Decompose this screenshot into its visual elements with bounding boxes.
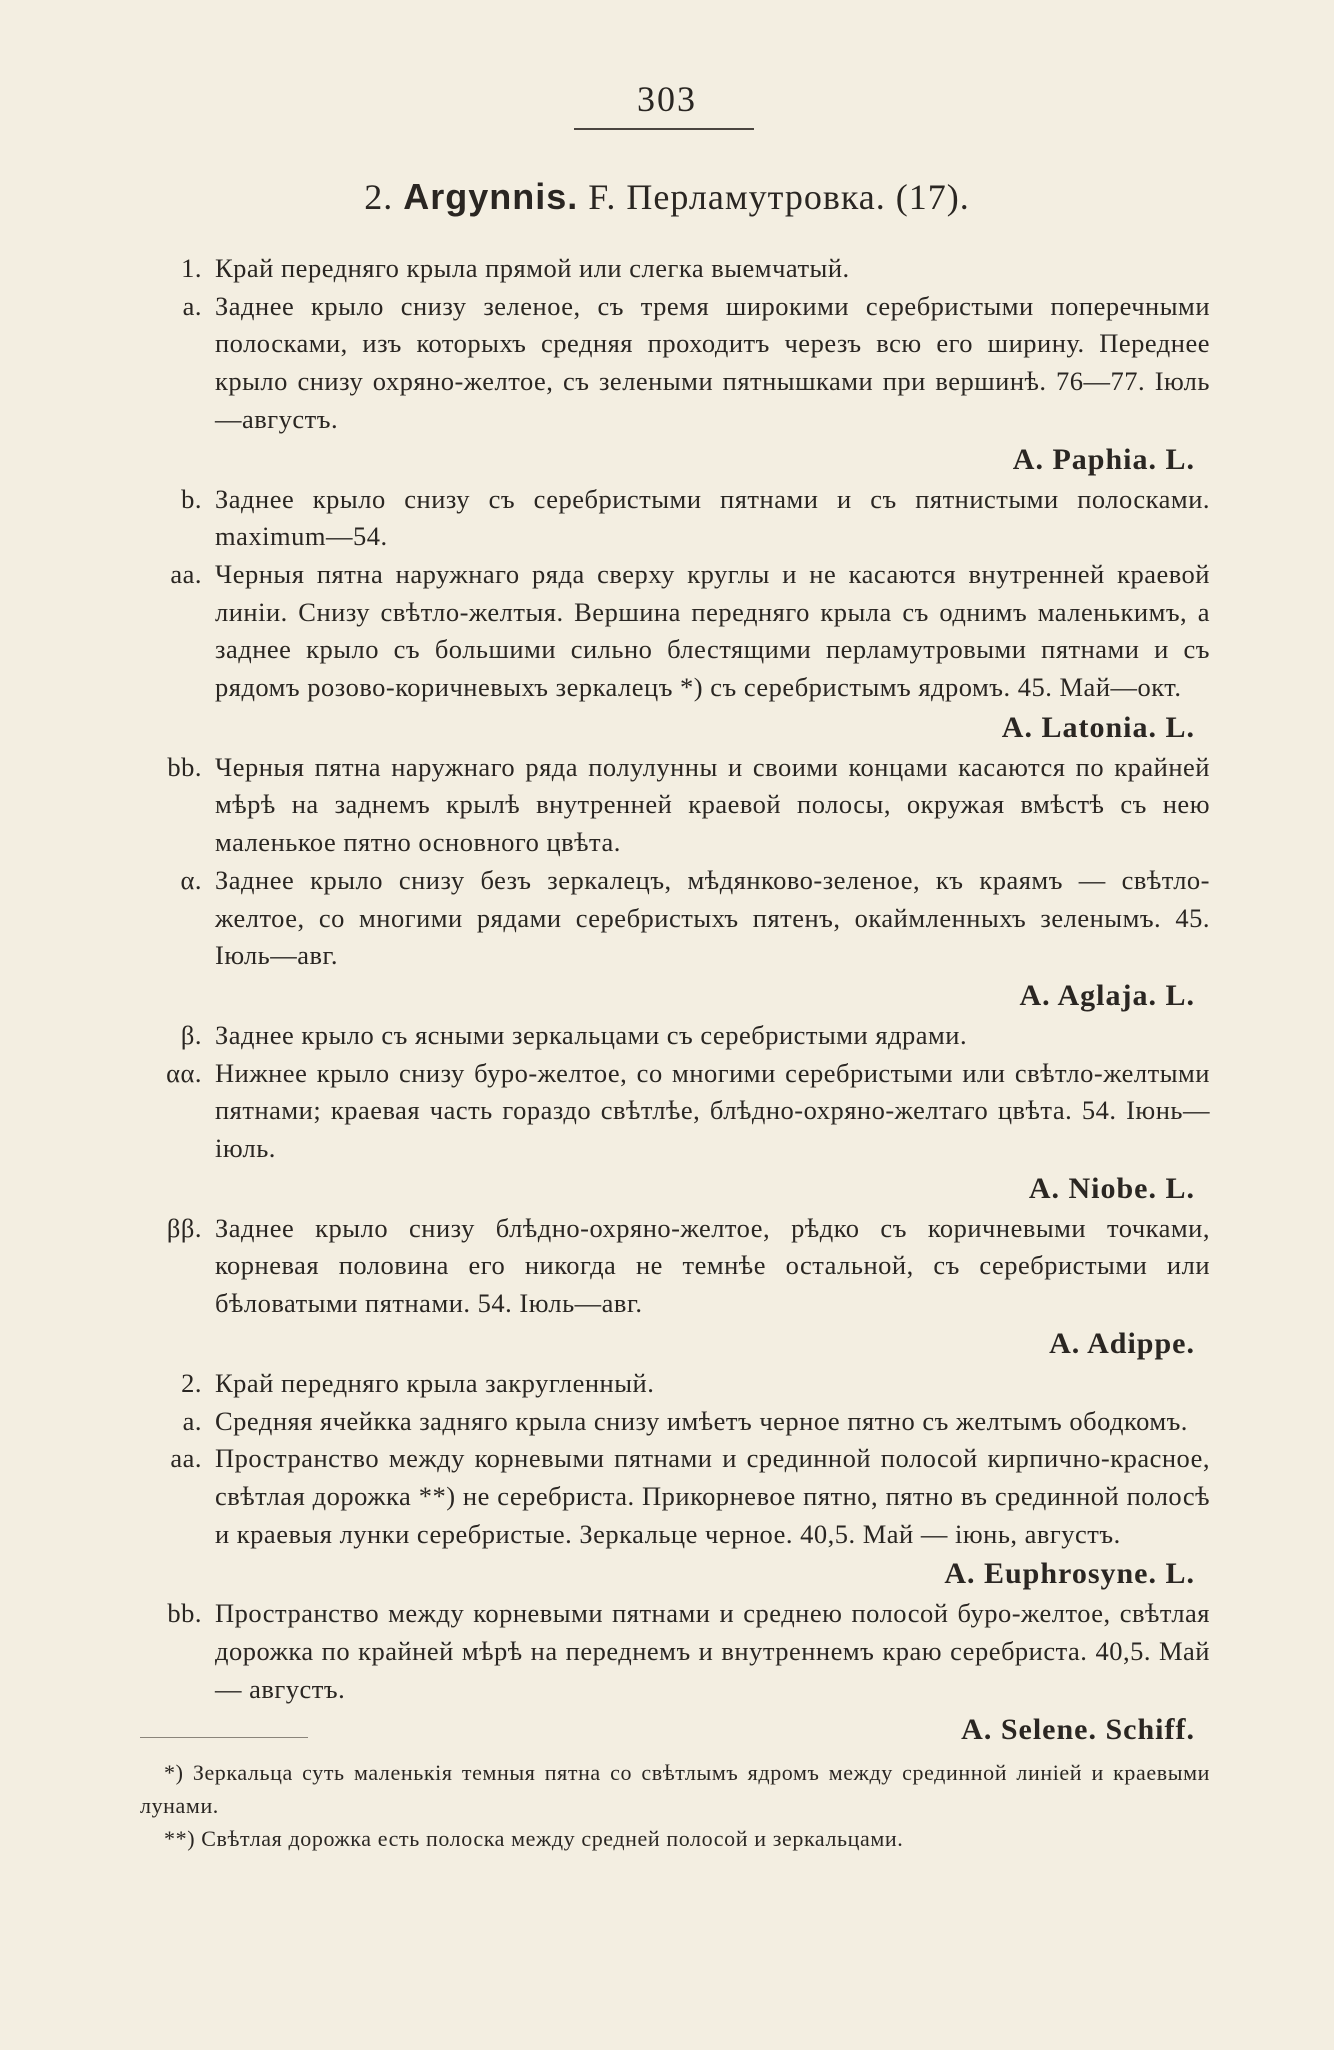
entry-mark: a. xyxy=(182,1405,202,1436)
page-number: 303 xyxy=(637,79,697,119)
species-name: A. Aglaja. L. xyxy=(1019,978,1195,1012)
heading-russian-name: Перламутровка. xyxy=(626,177,886,217)
entry-mark: a. xyxy=(182,290,202,321)
key-entry xyxy=(140,250,1210,288)
species-name: A. Selene. Schiff. xyxy=(961,1712,1195,1746)
entry-text: Черныя пятна наружнаго ряда сверху круглы и не касаются внутренней краевой линіи. Снизу свѣтло-желтыя. Вершина передняго крыла съ однимъ маленькимъ, а заднее крыло съ большими сильно блестящими перламутровыми пятнами и съ рядомъ розово-коричневыхъ зеркалецъ *) съ серебристымъ ядромъ. 45. Май—окт. xyxy=(215,558,1210,703)
key-entry xyxy=(140,288,1210,439)
entry-mark: aa. xyxy=(170,558,202,589)
footnote: **) Свѣтлая дорожка есть полоска между средней полосой и зеркальцами. xyxy=(164,1826,904,1851)
key-entry xyxy=(140,749,1210,862)
heading-count: (17). xyxy=(895,177,970,217)
key-entry xyxy=(140,1055,1210,1168)
entry-mark: ββ. xyxy=(166,1212,202,1243)
entry-mark: 2. xyxy=(181,1367,202,1398)
key-entry xyxy=(140,1017,1210,1055)
entry-text: Средняя ячейкка задняго крыла снизу имѣетъ черное пятно съ желтымъ ободкомъ. xyxy=(215,1405,1188,1436)
entry-mark: b. xyxy=(181,483,202,514)
entry-mark: 1. xyxy=(181,253,202,283)
entry-text: Пространство между корневыми пятнами и среднею полосой буро-желтое, свѣтлая дорожка по крайней мѣрѣ на переднемъ и внутреннемъ краю серебриста. 40,5. Май — августъ. xyxy=(215,1598,1210,1704)
key-entry xyxy=(140,1365,1210,1403)
entry-text: Пространство между корневыми пятнами и срединной полосой кирпично-красное, свѣтлая дорожка **) не серебриста. Прикорневое пятно, пятно въ срединной полосѣ и краевыя лунки серебристые. Зеркальце черное. 40,5. Май — іюнь, августъ. xyxy=(215,1443,1210,1549)
species-name: A. Niobe. L. xyxy=(1028,1171,1195,1205)
key-entry xyxy=(140,1210,1210,1323)
entry-text: Заднее крыло снизу съ серебристыми пятнами и съ пятнистыми полосками. maximum—54. xyxy=(215,483,1210,552)
section-heading xyxy=(0,176,1334,218)
key-entries xyxy=(140,250,1210,1751)
species-name: A. Euphrosyne. L. xyxy=(944,1557,1195,1591)
species-name: A. Paphia. L. xyxy=(1012,442,1195,476)
heading-number: 2. xyxy=(364,177,394,217)
species-name: A. Adippe. xyxy=(1049,1326,1195,1360)
entry-text: Край передняго крыла прямой или слегка выемчатый. xyxy=(215,253,850,283)
entry-mark: bb. xyxy=(167,751,202,782)
footnotes xyxy=(140,1756,1210,1855)
entry-mark: aa. xyxy=(170,1443,202,1474)
key-entry xyxy=(140,556,1210,707)
entry-text: Край передняго крыла закругленный. xyxy=(215,1367,655,1398)
heading-genus: Argynnis. xyxy=(403,176,579,217)
footnote: *) Зеркальца суть маленькія темныя пятна со свѣтлымъ ядромъ между срединной линіей и краевыми лунами. xyxy=(140,1760,1210,1818)
key-entry xyxy=(140,862,1210,975)
key-entry xyxy=(140,1403,1210,1441)
species-name: A. Latonia. L. xyxy=(1001,710,1195,744)
entry-mark: α. xyxy=(180,864,202,895)
key-entry xyxy=(140,481,1210,556)
entry-text: Заднее крыло снизу блѣдно-охряно-желтое, рѣдко съ коричневыми точками, корневая половина его никогда не темнѣе остальной, съ серебристыми или бѣловатыми пятнами. 54. Іюль—авг. xyxy=(215,1212,1210,1319)
entry-mark: β. xyxy=(180,1019,202,1050)
page-number-rule xyxy=(574,128,754,130)
footnote-rule xyxy=(140,1737,308,1738)
entry-mark: αα. xyxy=(166,1057,202,1088)
key-entry xyxy=(140,1440,1210,1553)
entry-text: Заднее крыло снизу безъ зеркалецъ, мѣдянково-зеленое, къ краямъ — свѣтло-желтое, со многими рядами серебристыхъ пятенъ, окаймленныхъ зеленымъ. 45. Іюль—авг. xyxy=(215,864,1210,971)
entry-text: Заднее крыло съ ясными зеркальцами съ серебристыми ядрами. xyxy=(215,1019,968,1050)
entry-text: Заднее крыло снизу зеленое, съ тремя широкими серебристыми поперечными полосками, изъ которыхъ средняя проходитъ черезъ всю его ширину. Переднее крыло снизу охряно-желтое, съ зелеными пятнышками при вершинѣ. 76—77. Іюль—августъ. xyxy=(215,290,1210,434)
key-entry xyxy=(140,1595,1210,1708)
entry-text: Нижнее крыло снизу буро-желтое, со многими серебристыми или свѣтло-желтыми пятнами; краевая часть гораздо свѣтлѣе, блѣдно-охряно-желтаго цвѣта. 54. Іюнь—іюль. xyxy=(215,1057,1210,1164)
entry-mark: bb. xyxy=(167,1598,202,1629)
heading-author: F. xyxy=(588,177,617,217)
entry-text: Черныя пятна наружнаго ряда полулунны и своими концами касаются по крайней мѣрѣ на заднемъ крылѣ внутренней краевой полосы, окружая вмѣстѣ съ нею маленькое пятно основного цвѣта. xyxy=(215,751,1210,858)
